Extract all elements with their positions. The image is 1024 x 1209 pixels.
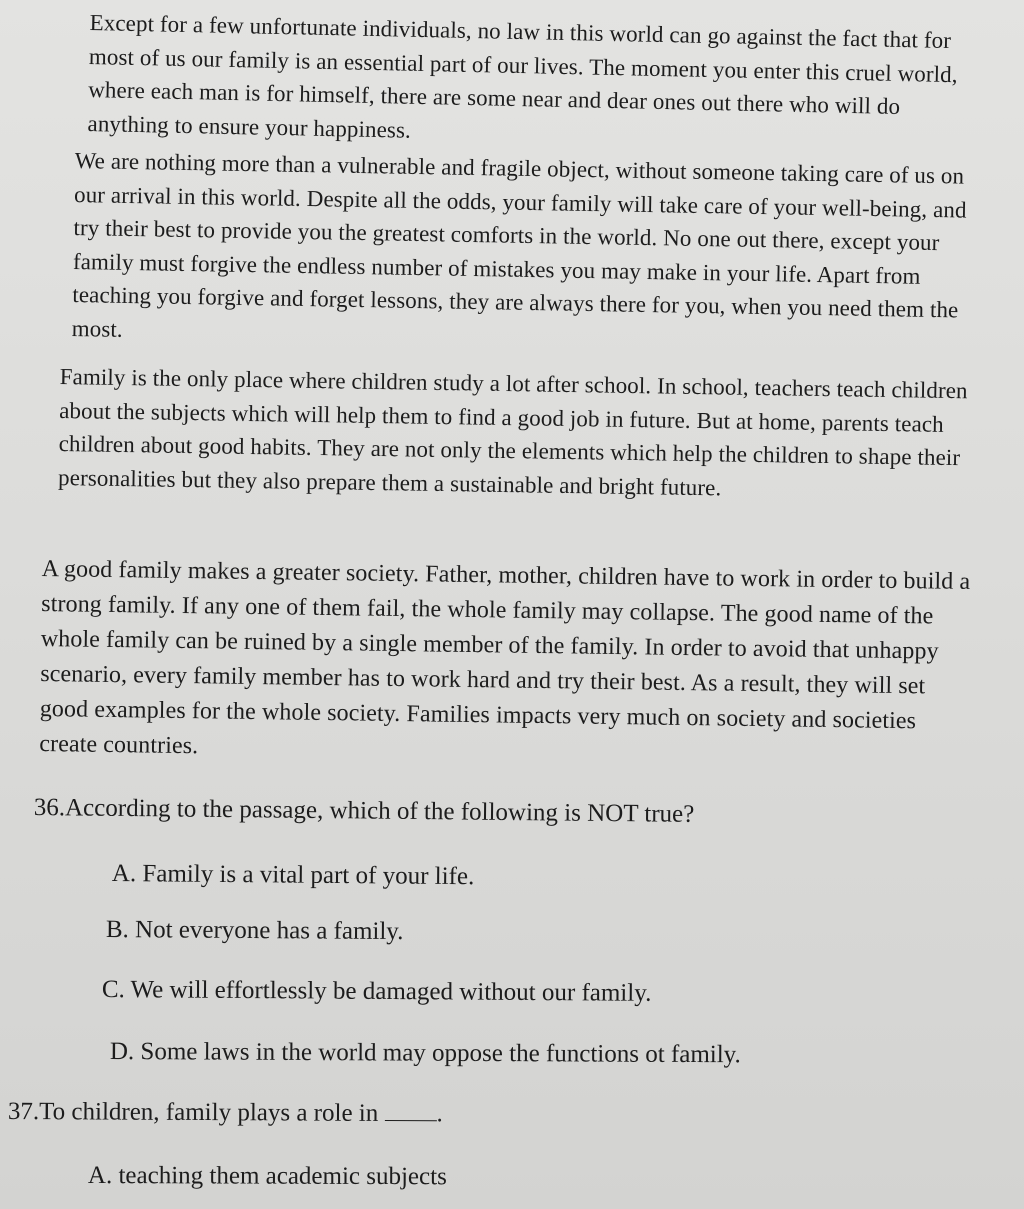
passage-paragraph-4: A good family makes a greater society. Father, mother, children have to work in order to build a strong family. If any one of them fail, the whole family may collapse. The good name of the whole family can be ruined by a single member of the family. In order to avoid that unhappy scenario, every family member has to work hard and try their best. As a result, they will set good examples for the whole society. Families impacts very much on society and societies create countries. [39,555,971,760]
question-36-option-a: A. Family is a vital part of your life. [111,859,475,891]
question-36-option-d: D. Some laws in the world may oppose the functions ot family. [109,1038,741,1069]
question-36-option-b: B. Not everyone has a family. [105,915,404,946]
passage-paragraph-1: Except for a few unfortunate individuals, no law in this world can go against the fact that for most of us our family is an essential part of our lives. The moment you enter this cruel world, where each man is for himself, there are some near and dear ones out there who will do anything to ensure your happiness. [87,9,958,143]
question-36-stem: 36.According to the passage, which of the following is NOT true? [33,793,695,828]
question-37 [8,1096,443,1130]
question-37-stem: 37.To children, family plays a role in [7,1098,379,1127]
question-36-option-c: C. We will effortlessly be damaged without our family. [101,975,652,1007]
answer-blank [384,1098,436,1121]
passage-paragraph-2: We are nothing more than a vulnerable and fragile object, without someone taking care of us on our arrival in this world. Despite all the odds, your family will take care of your well-being, and try their best to provide you the greatest comforts in the world. No one out there, except your family must forgive the endless number of mistakes you may make in your life. Apart from teaching you forgive and forget lessons, they are always there for you, when you need them the most. [71,147,967,342]
passage-paragraph-3: Family is the only place where children study a lot after school. In school, teachers teach children about the subjects which will help them to find a good job in future. But at home, parents teach children about good habits. They are not only the elements which help the children to shape their personalities but they also prepare them a sustainable and bright future. [57,363,968,500]
question-37-option-a: A. teaching them academic subjects [87,1162,447,1191]
question-37-stem-end: . [436,1100,443,1128]
